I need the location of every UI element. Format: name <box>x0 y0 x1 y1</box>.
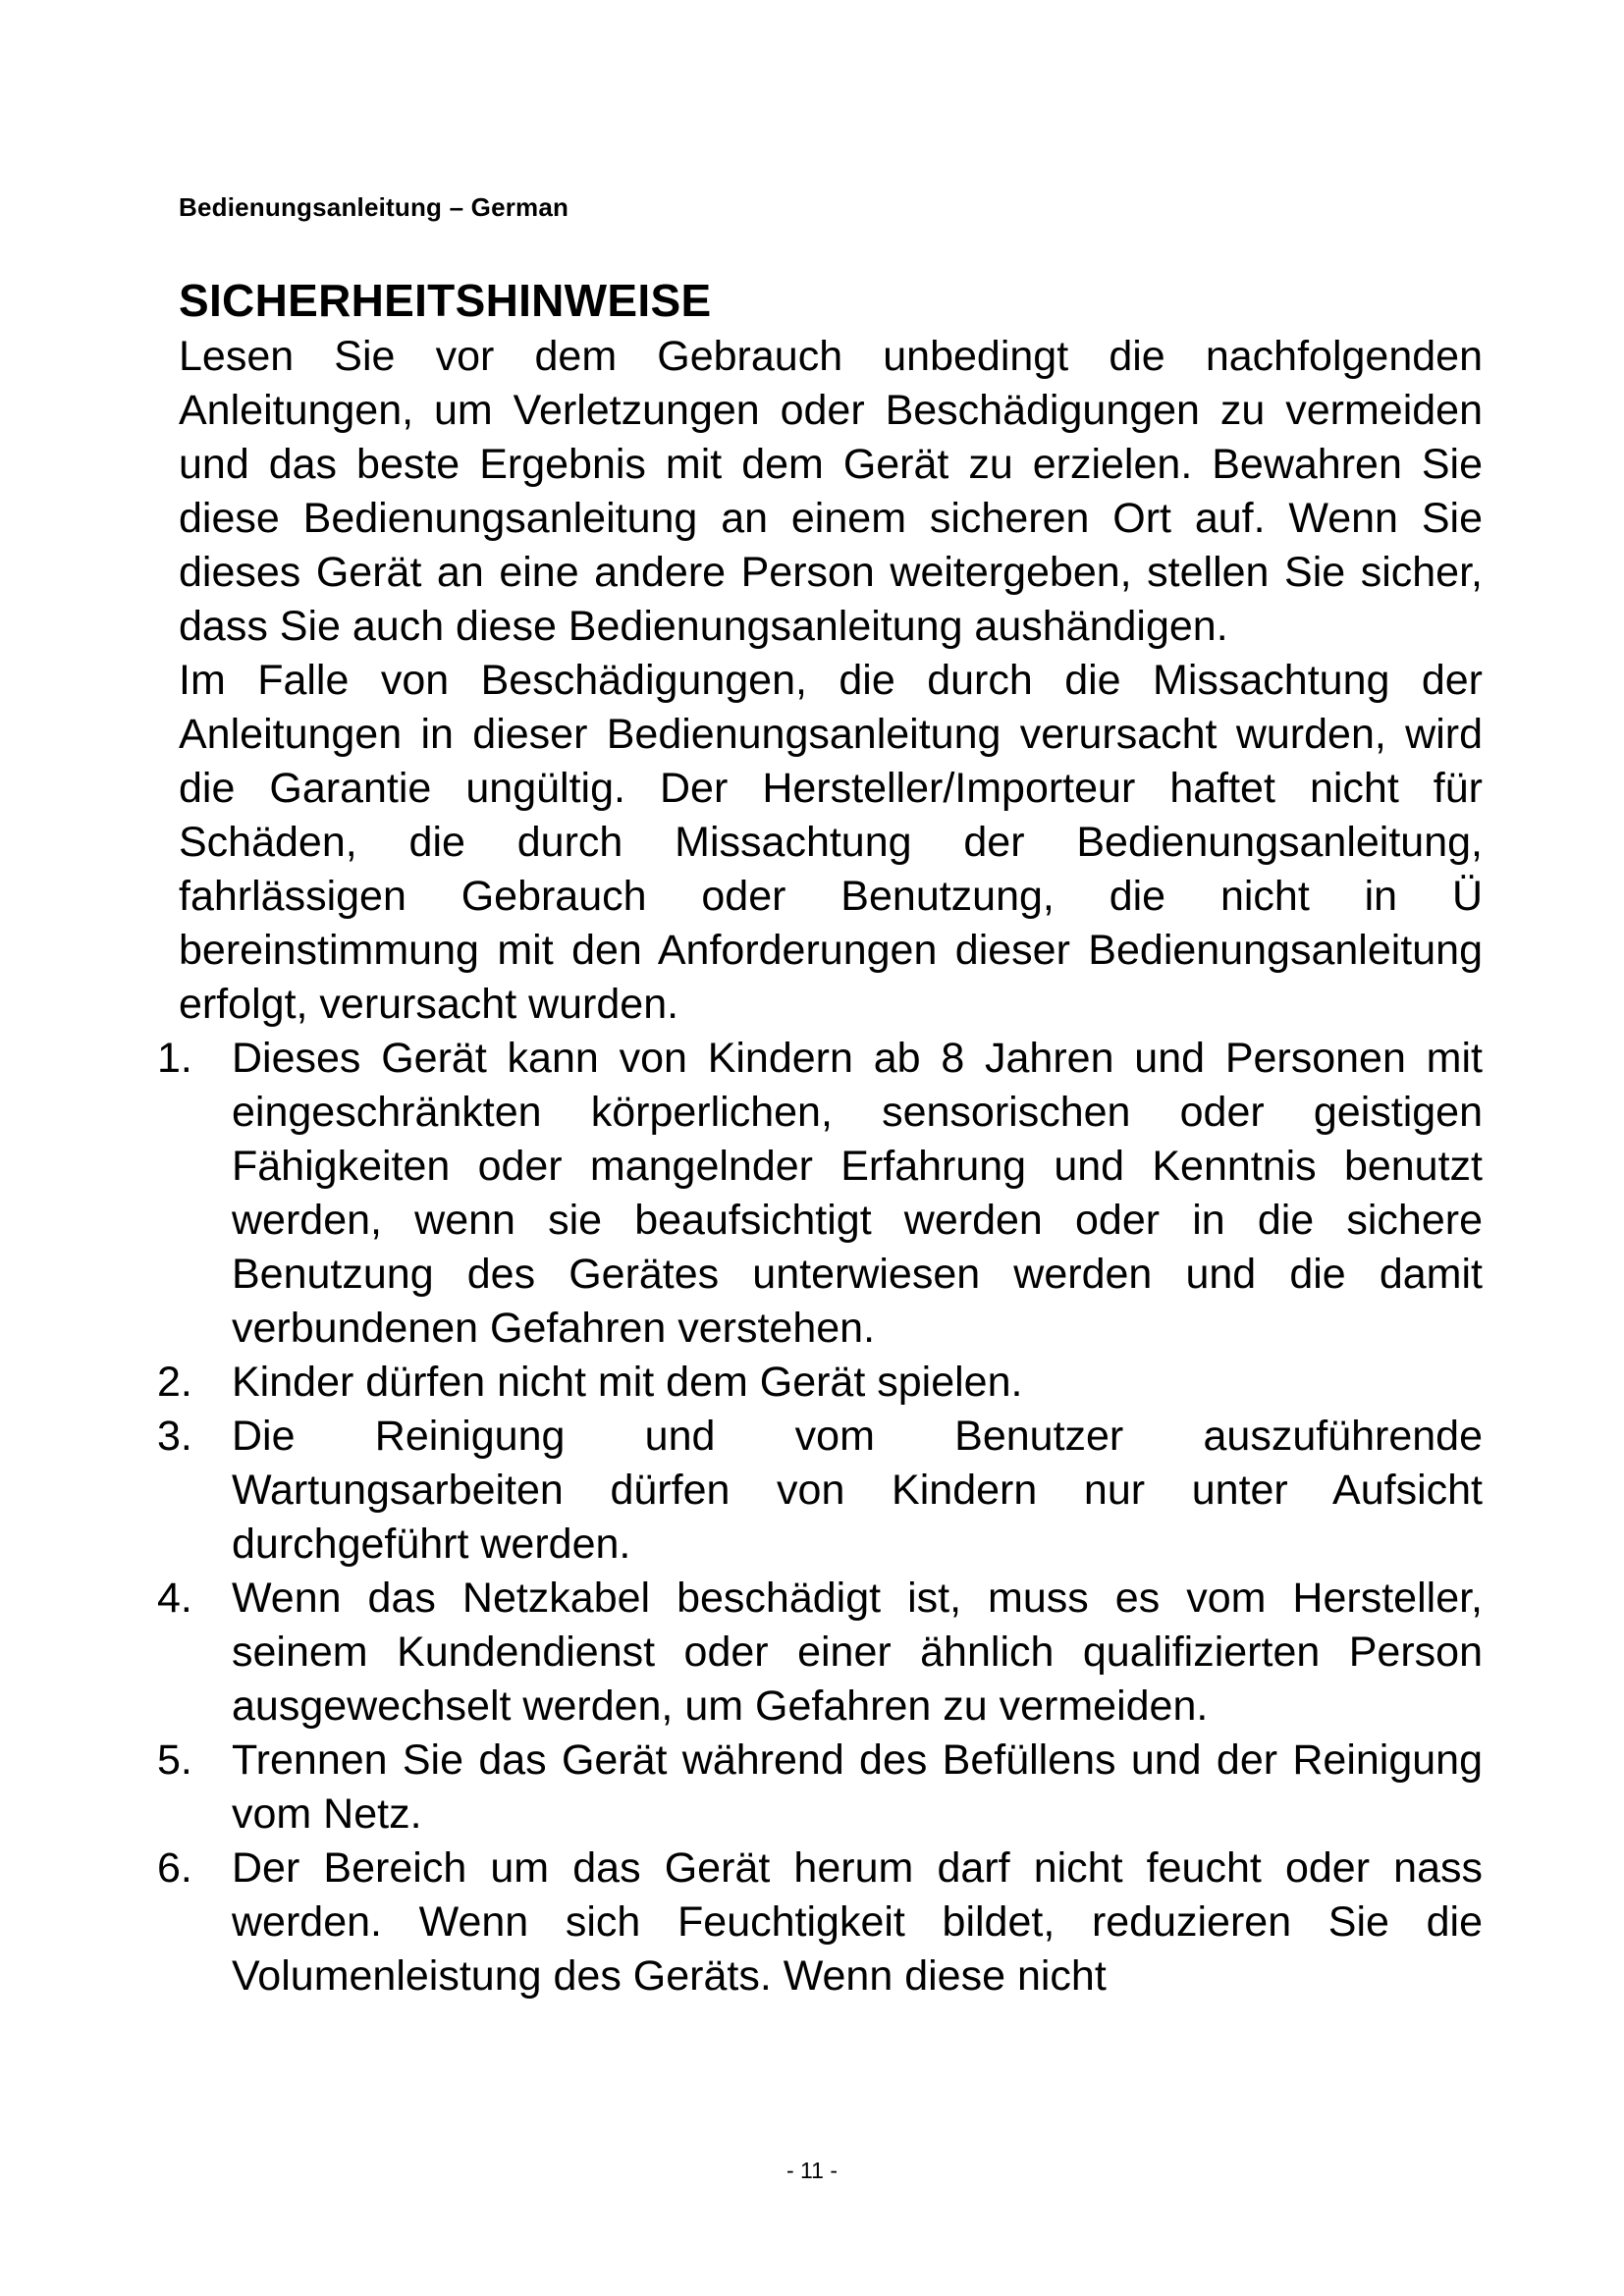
list-item <box>157 1410 1483 1572</box>
section-title: SICHERHEITSHINWEISE <box>179 275 712 326</box>
list-item-text: Die Reinigung und vom Benutzer auszuführende Wartungsarbeiten dürfen von Kindern nur unter Aufsicht durchgeführt werden. <box>232 1413 1483 1568</box>
list-item-text: Der Bereich um das Gerät herum darf nicht feucht oder nass werden. Wenn sich Feuchtigkeit bildet, reduzieren Sie die Volumenleistung des Geräts. Wenn diese nicht <box>232 1844 1483 2000</box>
list-item-number: 5. <box>157 1736 192 1784</box>
page-number: - 11 - <box>786 2158 838 2183</box>
list-item-number: 2. <box>157 1359 192 1406</box>
list-item-number: 1. <box>157 1035 192 1082</box>
safety-rules-list <box>157 1032 1483 2003</box>
list-item-number: 4. <box>157 1575 192 1622</box>
list-item <box>157 1032 1483 1356</box>
list-item-number: 6. <box>157 1844 192 1892</box>
list-item-text: Wenn das Netzkabel beschädigt ist, muss es vom Hersteller, seinem Kundendienst oder einer ähnlich qualifizierten Person ausgewechselt werden, um Gefahren zu vermeiden. <box>232 1575 1483 1730</box>
liability-paragraph: Im Falle von Beschädigungen, die durch die Missachtung der Anleitungen in dieser Bedienungsanleitung verursacht wurden, wird die Garantie ungültig. Der Hersteller/Importeur haftet nicht für Schäden, die durch Missachtung der Bedienungsanleitung, fahrlässigen Gebrauch oder Benutzung, die nicht in Ü bereinstimmung mit den Anforderungen dieser Bedienungsanleitung erfolgt, verursacht wurden. <box>179 657 1483 1028</box>
list-item-text: Trennen Sie das Gerät während des Befüllens und der Reinigung vom Netz. <box>232 1736 1483 1838</box>
safety-section <box>157 271 1483 2003</box>
list-item-text: Dieses Gerät kann von Kindern ab 8 Jahren und Personen mit eingeschränkten körperlichen, sensorischen oder geistigen Fähigkeiten oder mangelnder Erfahrung und Kenntnis benutzt werden, wenn sie beaufsichtigt werden oder in die sichere Benutzung des Gerätes unterwiesen werden und die damit verbundenen Gefahren verstehen. <box>232 1035 1483 1352</box>
list-item-text: Kinder dürfen nicht mit dem Gerät spielen. <box>232 1359 1023 1406</box>
intro-paragraph: Lesen Sie vor dem Gebrauch unbedingt die nachfolgenden Anleitungen, um Verletzungen oder Beschädigungen zu vermeiden und das beste Ergebnis mit dem Gerät zu erzielen. Bewahren Sie diese Bedienungsanleitung an einem sicheren Ort auf. Wenn Sie dieses Gerät an eine andere Person weitergeben, stellen Sie sicher, dass Sie auch diese Bedienungsanleitung aushändigen. <box>179 333 1483 650</box>
list-item <box>157 1734 1483 1842</box>
list-item <box>157 1356 1483 1410</box>
list-item <box>157 1842 1483 2003</box>
document-header: Bedienungsanleitung – German <box>179 192 569 222</box>
list-item-number: 3. <box>157 1413 192 1460</box>
list-item <box>157 1572 1483 1734</box>
